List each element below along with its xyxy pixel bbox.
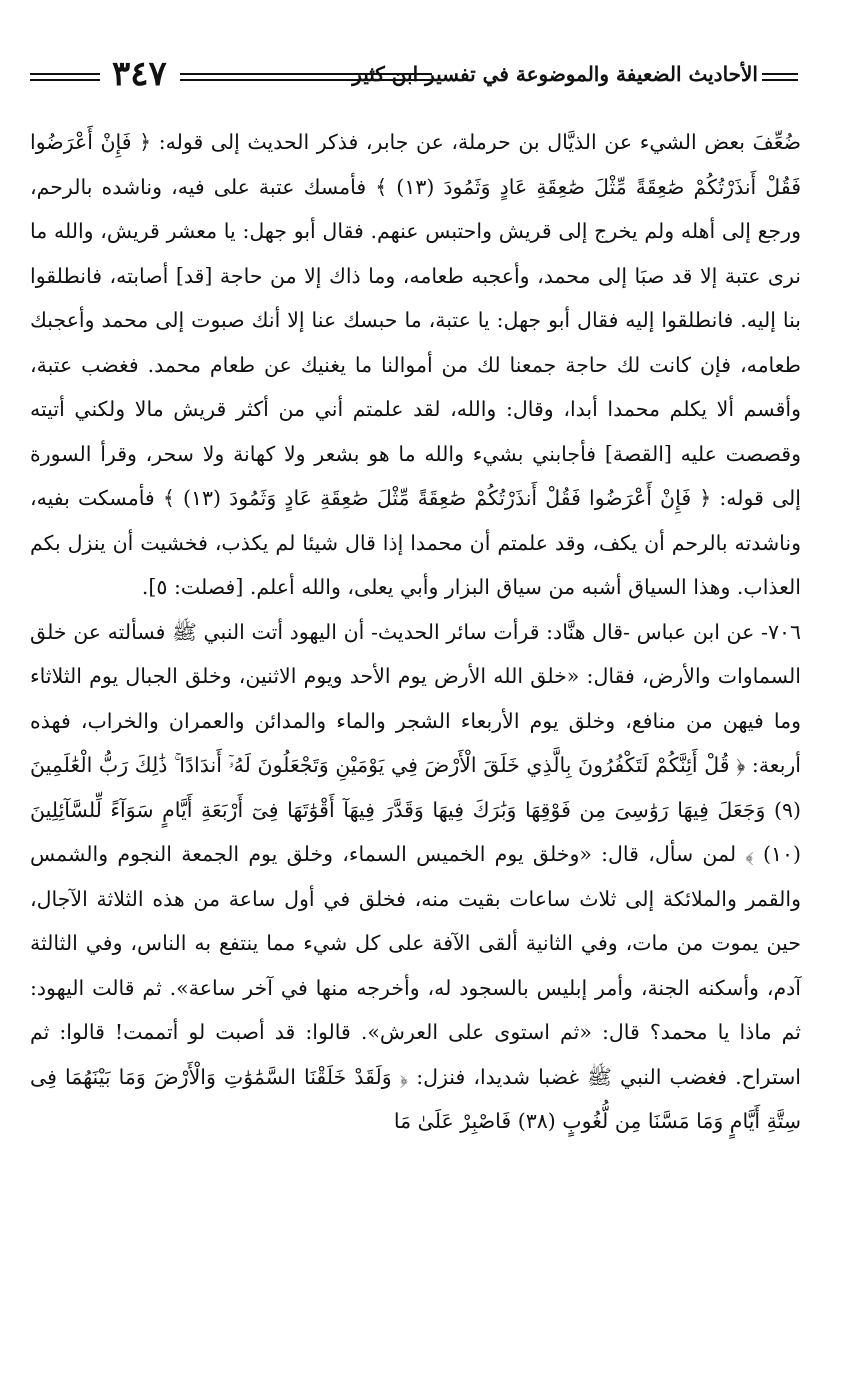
page-header [30, 54, 798, 100]
running-title: الأحاديث الضعيفة والموضوعة في تفسير ابن كثير [352, 62, 758, 86]
header-rule-middle [180, 73, 432, 81]
page-body [30, 120, 801, 1144]
page-number: ٣٤٧ [112, 54, 167, 94]
paragraph-hadith-706: ٧٠٦- عن ابن عباس -قال هنَّاد: قرأت سائر الحديث- أن اليهود أتت النبي ﷺ فسألته عن خلق السماوات والأرض، فقال: «خلق الله الأرض يوم الأحد ويوم الاثنين، وخلق الجبال يوم الثلاثاء وما فيهن من منافع، وخلق يوم الأربعاء الشجر والماء والمدائن والعمران والخراب، فهذه أربعة: ﴿ قُلْ أَئِنَّكُمْ لَتَكْفُرُونَ بِالَّذِي خَلَقَ الْأَرْضَ فِي يَوْمَيْنِ وَتَجْعَلُونَ لَهُۥٓ أَندَادًا ۚ ذَٰلِكَ رَبُّ الْعَٰلَمِينَ (٩) وَجَعَلَ فِيهَا رَوَٰسِىَ مِن فَوْقِهَا وَبَٰرَكَ فِيهَا وَقَدَّرَ فِيهَآ أَقْوَٰتَهَا فِىٓ أَرْبَعَةِ أَيَّامٍ سَوَآءً لِّلسَّآئِلِينَ (١٠) ﴾ لمن سأل، قال: «وخلق يوم الخميس السماء، وخلق يوم الجمعة النجوم والشمس والقمر والملائكة إلى ثلاث ساعات بقيت منه، فخلق في أول ساعة من هذه الثلاثة الآجال، حين يموت من مات، وفي الثانية ألقى الآفة على كل شيء مما ينتفع به الناس، وفي الثالثة آدم، وأسكنه الجنة، وأمر إبليس بالسجود له، وأخرجه منها في آخر ساعة». ثم قالت اليهود: ثم ماذا يا محمد؟ قال: «ثم استوى على العرش». قالوا: قد أصبت لو أتممت! قالوا: ثم استراح. فغضب النبي ﷺ غضبا شديدا، فنزل: ﴿ وَلَقَدْ خَلَقْنَا السَّمَٰوَٰتِ وَالْأَرْضَ وَمَا بَيْنَهُمَا فِى سِتَّةِ أَيَّامٍ وَمَا مَسَّنَا مِن لُّغُوبٍ (٣٨) فَاصْبِرْ عَلَىٰ مَا [30, 619, 801, 1133]
header-rule-right [762, 73, 798, 81]
paragraph-continuation: ضُعِّفَ بعض الشيء عن الذيَّال بن حرملة، عن جابر، فذكر الحديث إلى قوله: ﴿ فَإِنْ أَعْرَضُوا فَقُلْ أَنذَرْتُكُمْ صَٰعِقَةً مِّثْلَ صَٰعِقَةِ عَادٍ وَثَمُودَ (١٣) ﴾ فأمسك عتبة على فيه، وناشده بالرحم، ورجع إلى أهله ولم يخرج إلى قريش واحتبس عنهم. فقال أبو جهل: يا معشر قريش، والله ما نرى عتبة إلا قد صبَا إلى محمد، وأعجبه طعامه، وما ذاك إلا من حاجة [قد] أصابته، فانطلقوا بنا إليه. فانطلقوا إليه فقال أبو جهل: يا عتبة، ما حبسك عنا إلا أنك صبوت إلى محمد وأعجبك طعامه، فإن كانت لك حاجة جمعنا لك من أموالنا ما يغنيك عن طعام محمد. فغضب عتبة، وأقسم ألا يكلم محمدا أبدا، وقال: والله، لقد علمتم أني من أكثر قريش مالا ولكني أتيته وقصصت عليه [القصة] فأجابني بشيء والله ما هو بشعر ولا كهانة ولا سحر، وقرأ السورة إلى قوله: ﴿ فَإِنْ أَعْرَضُوا فَقُلْ أَنذَرْتُكُمْ صَٰعِقَةً مِّثْلَ صَٰعِقَةِ عَادٍ وَثَمُودَ (١٣) ﴾ فأمسكت بفيه، وناشدته بالرحم أن يكف، وقد علمتم أن محمدا إذا قال شيئا لم يكذب، فخشيت أن ينزل بكم العذاب. وهذا السياق أشبه من سياق البزار وأبي يعلى، والله أعلم. [فصلت: ٥]. [30, 130, 801, 599]
header-rule-left [30, 73, 100, 81]
